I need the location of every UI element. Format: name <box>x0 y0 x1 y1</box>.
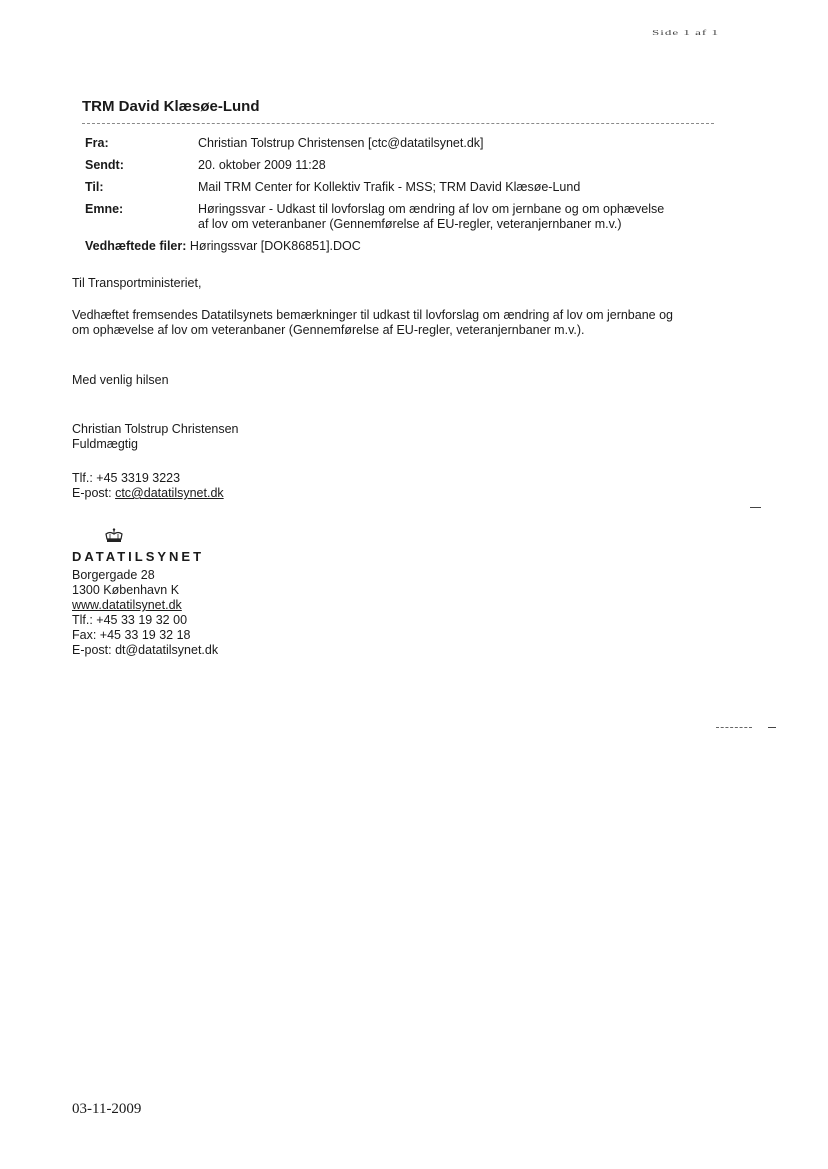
org-email: E-post: dt@datatilsynet.dk <box>72 643 219 657</box>
attachment-file[interactable]: Høringssvar [DOK86851].DOC <box>189 239 361 253</box>
subject-line-1: Høringssvar - Udkast til lovforslag om ændring af lov om jernbane og om ophævelse <box>198 202 665 216</box>
mailbox-owner-title: TRM David Klæsøe-Lund <box>82 98 260 115</box>
org-city: 1300 København K <box>72 583 180 597</box>
signature-name: Christian Tolstrup Christensen <box>72 422 239 436</box>
signature-title: Fuldmægtig <box>72 437 138 451</box>
body-paragraph-line-1: Vedhæftet fremsendes Datatilsynets bemærkninger til udkast til lovforslag om ændring af lov om jernbane og <box>72 308 673 322</box>
footer-date: 03-11-2009 <box>72 1101 142 1117</box>
signature-email-row <box>72 486 722 501</box>
signature-email-prefix: E-post: <box>72 486 116 500</box>
scan-mark <box>750 507 761 508</box>
to-value: Mail TRM Center for Kollektiv Trafik - MSS; TRM David Klæsøe-Lund <box>198 180 581 194</box>
signature-email-link[interactable]: ctc@datatilsynet.dk <box>115 486 224 500</box>
sent-label: Sendt: <box>85 158 124 172</box>
attachments-row <box>85 239 361 253</box>
crown-icon <box>104 528 124 544</box>
page-number-mark: Side 1 af 1 <box>652 28 719 37</box>
subject-label: Emne: <box>85 202 124 216</box>
org-phone: Tlf.: +45 33 19 32 00 <box>72 613 188 627</box>
org-website-link[interactable]: www.datatilsynet.dk <box>72 598 182 612</box>
from-value: Christian Tolstrup Christensen [ctc@datatilsynet.dk] <box>198 136 484 150</box>
subject-value <box>198 202 718 232</box>
header-divider <box>82 123 714 124</box>
datatilsynet-logo: DATATILSYNET <box>72 549 205 564</box>
greeting: Til Transportministeriet, <box>72 276 202 290</box>
attachments-label: Vedhæftede filer: <box>85 239 187 253</box>
signature-phone: Tlf.: +45 3319 3223 <box>72 471 181 485</box>
scan-mark <box>716 727 752 728</box>
org-fax: Fax: +45 33 19 32 18 <box>72 628 191 642</box>
org-street: Borgergade 28 <box>72 568 155 582</box>
body-paragraph <box>72 308 722 338</box>
scan-mark <box>768 727 776 728</box>
to-label: Til: <box>85 180 104 194</box>
body-paragraph-line-2: om ophævelse af lov om veteranbaner (Gennemførelse af EU-regler, veteranjernbaner m.v.). <box>72 323 585 337</box>
sent-value: 20. oktober 2009 11:28 <box>198 158 326 172</box>
closing: Med venlig hilsen <box>72 373 169 387</box>
subject-line-2: af lov om veteranbaner (Gennemførelse af EU-regler, veteranjernbaner m.v.) <box>198 217 622 231</box>
from-label: Fra: <box>85 136 109 150</box>
